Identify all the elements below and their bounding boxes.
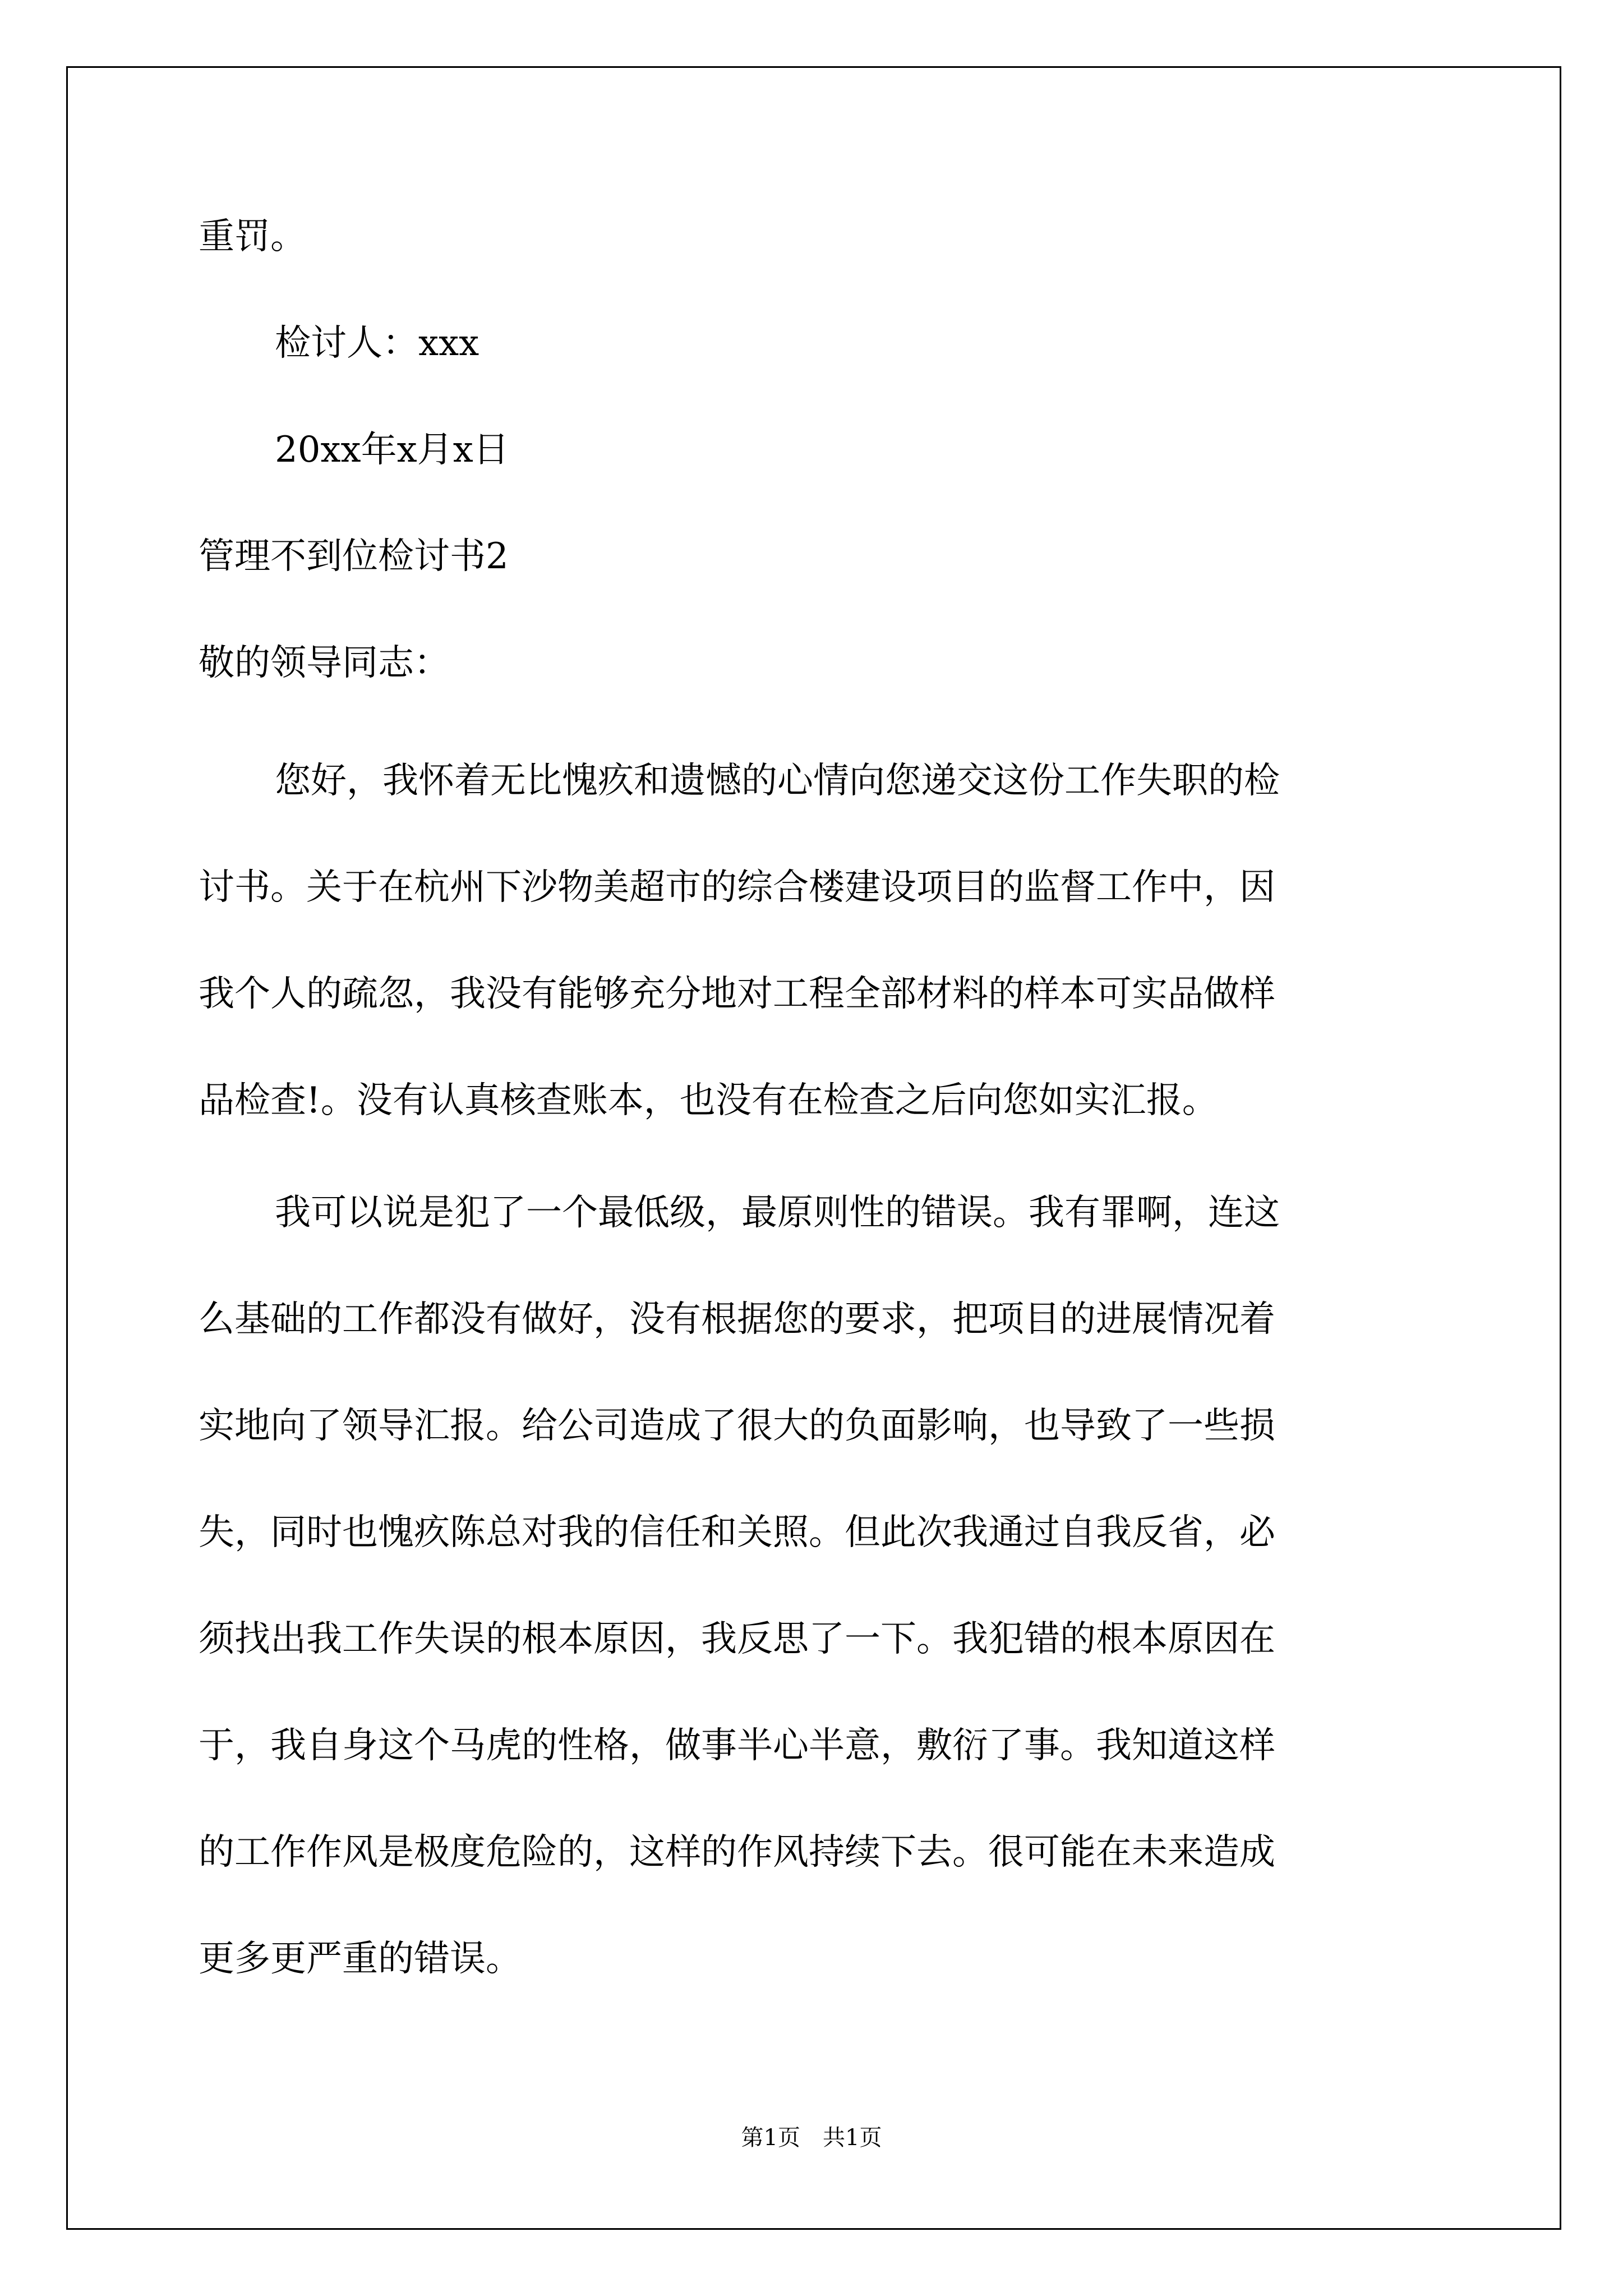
paragraph-2-line-6: 于，我自身这个马虎的性格，做事半心半意，敷衍了事。我知道这样 xyxy=(199,1725,1275,1766)
paragraph-1-line-2: 讨书。关于在杭州下沙物美超市的综合楼建设项目的监督工作中，因 xyxy=(199,867,1275,908)
paragraph-1-line-4: 品检查!。没有认真核查账本，也没有在检查之后向您如实汇报。 xyxy=(199,1080,1218,1121)
paragraph-1-line-3: 我个人的疏忽，我没有能够充分地对工程全部材料的样本可实品做样 xyxy=(199,973,1275,1015)
paragraph-2-line-8: 更多更严重的错误。 xyxy=(199,1938,522,1980)
paragraph-2-line-3: 实地向了领导汇报。给公司造成了很大的负面影响，也导致了一些损 xyxy=(199,1405,1275,1447)
paragraph-1-line-1: 您好，我怀着无比愧疚和遗憾的心情向您递交这份工作失职的检 xyxy=(275,760,1280,802)
paragraph-2-line-1: 我可以说是犯了一个最低级，最原则性的错误。我有罪啊，连这 xyxy=(275,1192,1280,1234)
paragraph-2-line-4: 失，同时也愧疚陈总对我的信任和关照。但此次我通过自我反省，必 xyxy=(199,1512,1275,1553)
paragraph-2-line-2: 么基础的工作都没有做好，没有根据您的要求，把项目的进展情况着 xyxy=(199,1299,1275,1340)
text-line-penalty: 重罚。 xyxy=(199,216,306,257)
date-line: 20xx年x月x日 xyxy=(275,429,509,471)
paragraph-2-line-7: 的工作作风是极度危险的，这样的作风持续下去。很可能在未来造成 xyxy=(199,1832,1275,1873)
paragraph-2-line-5: 须找出我工作失误的根本原因，我反思了一下。我犯错的根本原因在 xyxy=(199,1618,1275,1660)
section-title: 管理不到位检讨书2 xyxy=(199,536,509,577)
signer-line: 检讨人：xxx xyxy=(275,323,479,364)
salutation: 敬的领导同志： xyxy=(199,642,450,684)
page-number-footer: 第1页 共1页 xyxy=(741,2125,882,2151)
page-border xyxy=(66,66,1561,2230)
